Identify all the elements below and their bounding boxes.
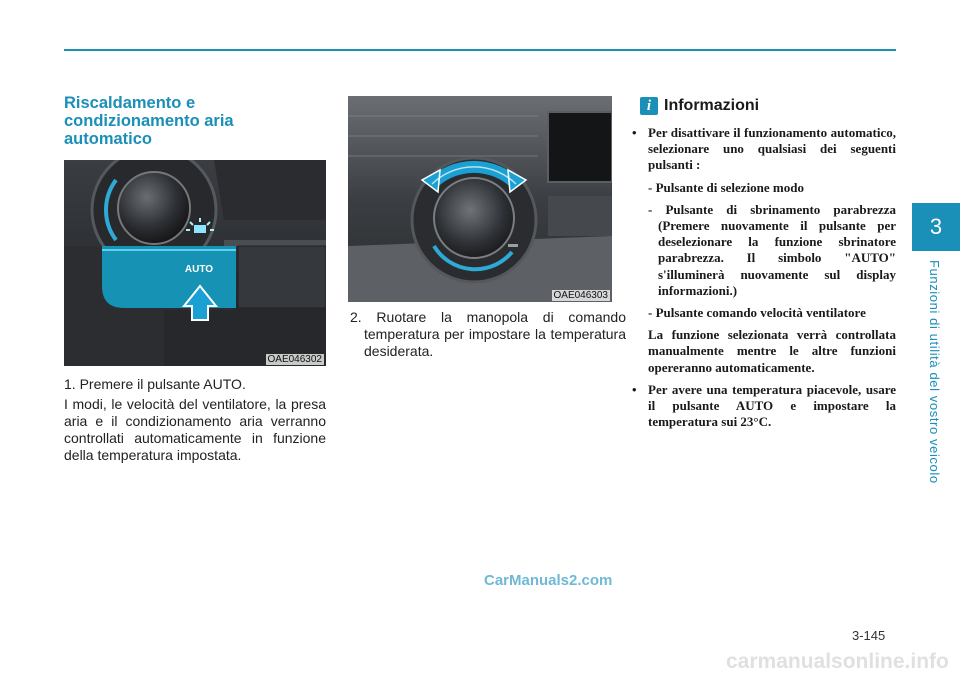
chapter-tab [912, 203, 960, 251]
paragraph-1: I modi, le velocità del ventilatore, la presa aria e il condizionamento aria verranno controllati automaticamente in funzione della temperatura impostata. [64, 396, 326, 463]
info-sub-1: - Pulsante di selezione modo [648, 179, 804, 195]
top-rule [64, 49, 896, 51]
step-1 [64, 376, 326, 393]
section-title: Riscaldamento e condizionamento aria automatico [64, 94, 234, 148]
info-bullet-2-text: Per avere una temperatura piacevole, usare il pulsante AUTO e impostare la temperatura sui 23°C. [648, 381, 896, 430]
temperature-knob-illustration [348, 96, 612, 302]
info-note: La funzione selezionata verrà controllata manualmente mentre le altre funzioni opereranno automaticamente. [648, 327, 896, 375]
auto-label: AUTO [184, 264, 214, 275]
info-title: Informazioni [664, 97, 760, 114]
info-sub-2: - Pulsante di sbrinamento parabrezza (Premere nuovamente il pulsante per deselezionare la funzione sbrinatore parabrezza. Il simbolo "AUTO" s'illuminerà nuovamente sul display informazioni.) [648, 201, 896, 298]
step-2 [350, 309, 626, 360]
chapter-title: Funzioni di utilità del vostro veicolo [927, 260, 942, 484]
info-icon: i [640, 97, 658, 115]
info-bullet-1: • Per disattivare il funzionamento automatico, selezionare uno qualsiasi dei seguenti pulsanti : [632, 125, 896, 173]
info-header [640, 97, 759, 115]
info-bullet-1-text: Per disattivare il funzionamento automatico, selezionare uno qualsiasi dei seguenti pulsanti : [648, 125, 896, 173]
page-number: 3-145 [852, 628, 886, 643]
footer-site: carmanualsonline.info [726, 650, 949, 673]
info-bullet-2: • Per avere una temperatura piacevole, usare il pulsante AUTO e impostare la temperatura sui 23°C. [632, 381, 896, 430]
figure-temperature-knob [348, 96, 612, 302]
step-text: Ruotare la manopola di comando temperatura per impostare la temperatura desiderata. [364, 309, 626, 359]
chapter-number: 3 [929, 214, 943, 239]
climate-panel-illustration [64, 160, 326, 366]
step-text: Premere il pulsante AUTO. [79, 376, 246, 392]
figure-code: OAE046302 [267, 354, 322, 365]
watermark: CarManuals2.com [484, 572, 613, 589]
step-number: 2. [350, 309, 362, 325]
figure-auto-button [64, 160, 326, 366]
figure-code: OAE046303 [553, 290, 608, 301]
info-box [632, 125, 896, 436]
info-sub-3: - Pulsante comando velocità ventilatore [648, 305, 866, 321]
step-number: 1. [64, 376, 76, 392]
